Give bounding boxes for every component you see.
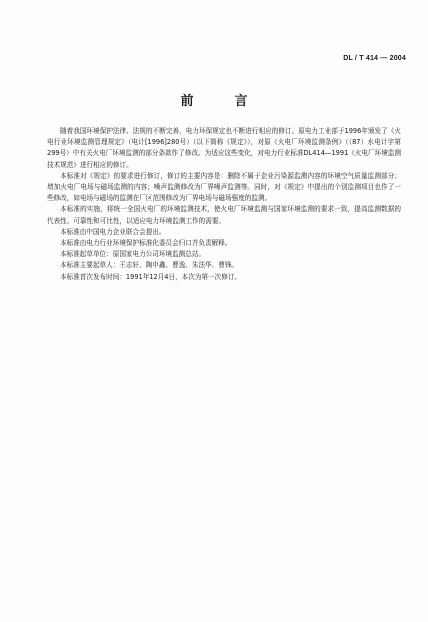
foreword-body xyxy=(47,126,401,283)
paragraph: 本标准由电力行业环境保护标准化委员会归口并负责解释。 xyxy=(60,239,232,248)
page-title: 前 言 xyxy=(180,94,262,109)
paragraph: 本标准对《规定》的要求进行修订，修订的主要内容是：删除不属于企业污染源监测内容的环境空气质量监测部分；增加火电厂电场与磁场监测的内容；噪声监测修改为厂界噪声监测等。同时，对《规定》中提出的个别监测项目也作了一些修改，如电场与磁场的监测在厂区范围修改为厂界电场与磁场强度的监测。 xyxy=(47,171,401,203)
paragraph: 随着我国环境保护法律、法规的不断完善，电力环保规定也不断进行相应的修订。原电力工业部于1996年颁发了《火电行业环境监测管理规定》（电计[1996]280号）（以下简称《规定》），对原《火电厂环境监测条例》（（87）水电计字第299号）中有关火电厂环境监测的部分条款作了修改。为适应这些变化，对电力行业标准DL414—1991《火电厂环境监测技术规范》进行相应的修订。 xyxy=(47,127,402,169)
paragraph: 本标准的实施，将统一全国火电厂的环境监测技术，使火电厂环境监测与国家环境监测的要求一致，提高监测数据的代表性、可靠性和可比性，以适应电力环境监测工作的需要。 xyxy=(47,205,401,225)
paragraph: 本标准首次发布时间：1991年12月4日，本次为第一次修订。 xyxy=(60,272,242,281)
paragraph: 本标准由中国电力企业联合会提出。 xyxy=(60,227,166,236)
paragraph: 本标准起草单位：原国家电力公司环境监测总站。 xyxy=(60,250,206,259)
paragraph: 本标准主要起草人：王志轩、陶申鑫、曹逸、朱法华、曹锋。 xyxy=(60,261,239,270)
standard-code: DL / T 414 — 2004 xyxy=(343,55,406,62)
